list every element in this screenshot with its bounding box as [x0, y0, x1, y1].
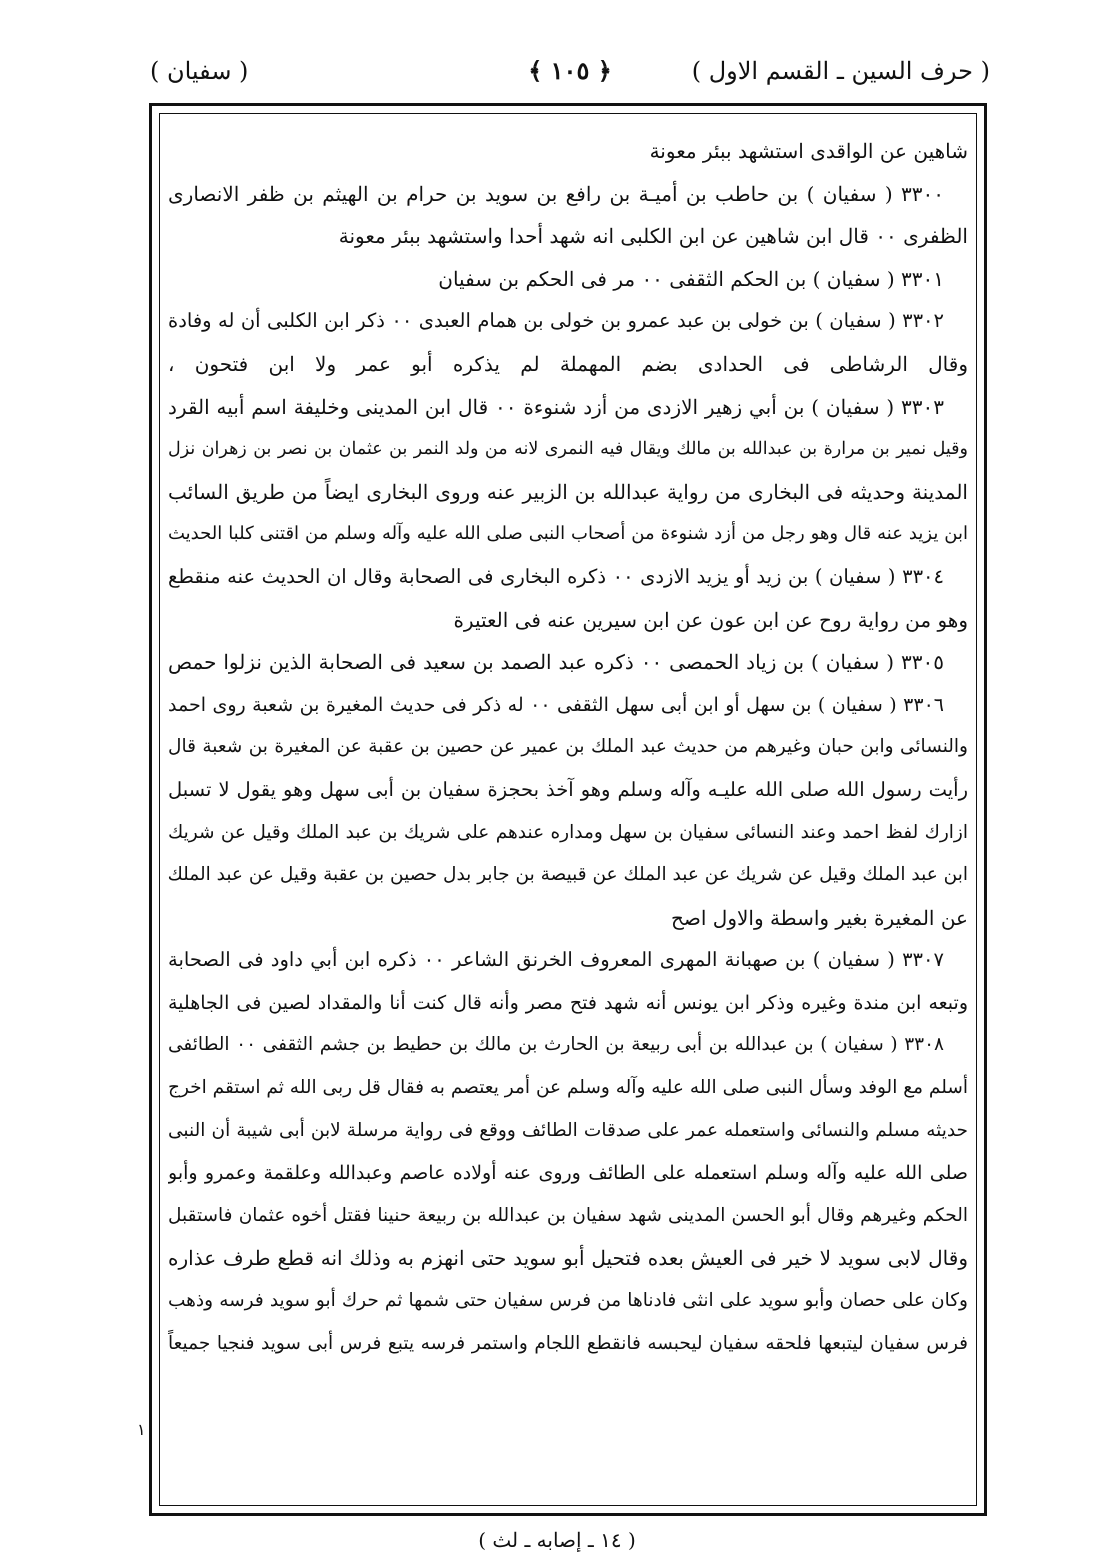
- page-frame-outer: [149, 103, 987, 1516]
- text-line: ٣٣٠١ ( سفيان ) بن الحكم الثقفى ٠٠ مر فى الحكم بن سفيان: [438, 266, 944, 291]
- text-line: أسلم مع الوفد وسأل النبى صلى الله عليه وآله وسلم عن أمر يعتصم به فقال قل ربى الله ثم استقم اخرج: [168, 1077, 968, 1099]
- section-title: ( حرف السين ـ القسم الاول ): [691, 57, 990, 85]
- text-line: ٣٣٠٤ ( سفيان ) بن زيد أو يزيد الازدى ٠٠ ذكره البخارى فى الصحابة وقال ان الحديث عنه منقطع: [168, 564, 944, 588]
- text-line: وقال لابى سويد لا خير فى العيش بعده فتحيل أبو سويد حتى انهزم به وذلك انه قطع طرف عذاره: [168, 1246, 968, 1271]
- page-footer-signature: ( ١٤ ـ إصابه ـ لث ): [478, 1528, 636, 1552]
- page-frame-inner: [159, 113, 977, 1506]
- text-line: ٣٣٠٧ ( سفيان ) بن صهبانة المهرى المعروف الخرنق الشاعر ٠٠ ذكره ابن أبي داود فى الصحابة: [168, 948, 944, 972]
- text-line: ٣٣٠٢ ( سفيان ) بن خولى بن عبد عمرو بن خولى بن همام العبدى ٠٠ ذكر ابن الكلبى أن له وفادة: [168, 309, 945, 333]
- text-line: وهو من رواية روح عن ابن عون عن ابن سيرين عنه فى العتيرة: [453, 607, 968, 632]
- text-line: رأيت رسول الله صلى الله عليـه وآله وسلم وهو آخذ بحجزة سفيان بن أبى سهل وهو يقول لا تسبل: [168, 777, 968, 801]
- text-line: وكان على حصان وأبو سويد على انثى فادناها من فرس سفيان حتى شمها ثم حرك أبو سويد فرسه وذهب: [168, 1290, 968, 1312]
- text-line: الحكم وغيرهم وقال أبو الحسن المدينى شهد سفيان بن عبدالله بن ربيعة حنينا فقتل أخوه عثمان فاستقبل: [168, 1204, 968, 1226]
- text-line: والنسائى وابن حبان وغيرهم من حديث عبد الملك بن عمير عن حصين بن عقبة عن المغيرة بن شعبة قال: [168, 736, 968, 758]
- text-line: ٣٣٠٣ ( سفيان ) بن أبي زهير الازدى من أزد شنوءة ٠٠ قال ابن المدينى وخليفة اسم أبيه القرد: [168, 394, 945, 419]
- text-line: حديثه مسلم والنسائى واستعمله عمر على صدقات الطائف ووقع فى رواية مرسلة لابن أبى شيبة أن النبى: [168, 1119, 968, 1141]
- text-line: ٣٣٠٠ ( سفيان ) بن حاطب بن أميـة بن رافع بن سويد بن حرام بن الهيثم بن ظفر الانصارى: [168, 181, 944, 206]
- text-line: وتبعه ابن مندة وغيره وذكر ابن يونس أنه شهد فتح مصر وأنه قال كنت أنا والمقداد لصين فى الجاهلية: [168, 991, 968, 1014]
- text-line: صلى الله عليه وآله وسلم استعمله على الطائف وروى عنه أولاده عاصم وعبدالله وعلقمة وعمرو وأبو: [168, 1162, 968, 1185]
- margin-mark: ١: [137, 1420, 146, 1439]
- text-line: الظفرى ٠٠ قال ابن شاهين عن ابن الكلبى انه شهد أحدا واستشهد ببئر معونة: [338, 224, 968, 249]
- entry-name: ( سفيان ): [150, 57, 249, 85]
- text-line: وقيل نمير بن مرارة بن عبدالله بن مالك ويقال فيه النمرى لانه من ولد النمر بن عثمان بن نصر بن زهران نزل: [168, 439, 968, 460]
- text-line: عن المغيرة بغير واسطة والاول اصح: [670, 905, 968, 930]
- text-line: شاهين عن الواقدى استشهد ببئر معونة: [649, 139, 968, 163]
- page-header: [150, 48, 990, 94]
- text-line: المدينة وحديثه فى البخارى من رواية عبدالله بن الزبير عنه وروى البخارى ايضاً من طريق السائب: [168, 479, 968, 504]
- text-line: ابن عبد الملك وقيل عن شريك عن عبد الملك عن قبيصة بن جابر بدل حصين بن عقبة وقيل عن عبد الملك: [168, 864, 968, 886]
- page-number: ﴿ ١٠٥ ﴾: [528, 56, 612, 85]
- text-line: فرس سفيان ليتبعها فلحقه سفيان ليحبسه فانقطع اللجام واستمر فرسه يتبع فرس أبى سويد فنجيا جميعاً: [168, 1332, 968, 1354]
- text-line: ٣٣٠٨ ( سفيان ) بن عبدالله بن أبى ربيعة بن الحارث بن مالك بن حطيط بن جشم الثقفى ٠٠ الطائفى: [168, 1034, 944, 1056]
- text-line: ازارك لفظ احمد وعند النسائى سفيان بن سهل ومداره عندهم على شريك بن عبد الملك وقيل عن شريك: [168, 821, 968, 843]
- text-line: ٣٣٠٥ ( سفيان ) بن زياد الحمصى ٠٠ ذكره عبد الصمد بن سعيد فى الصحابة الذين نزلوا حمص: [168, 650, 944, 675]
- text-line: وقال الرشاطى فى الحدادى بضم المهملة لم يذكره أبو عمر ولا ابن فتحون ،: [168, 351, 968, 376]
- text-line: ابن يزيد عنه قال وهو رجل من أزد شنوءة من أصحاب النبى صلى الله عليه وآله وسلم من اقتنى كلبا الحديث: [168, 523, 968, 545]
- text-line: ٣٣٠٦ ( سفيان ) بن سهل أو ابن أبى سهل الثقفى ٠٠ له ذكر فى حديث المغيرة بن شعبة روى احمد: [168, 693, 944, 716]
